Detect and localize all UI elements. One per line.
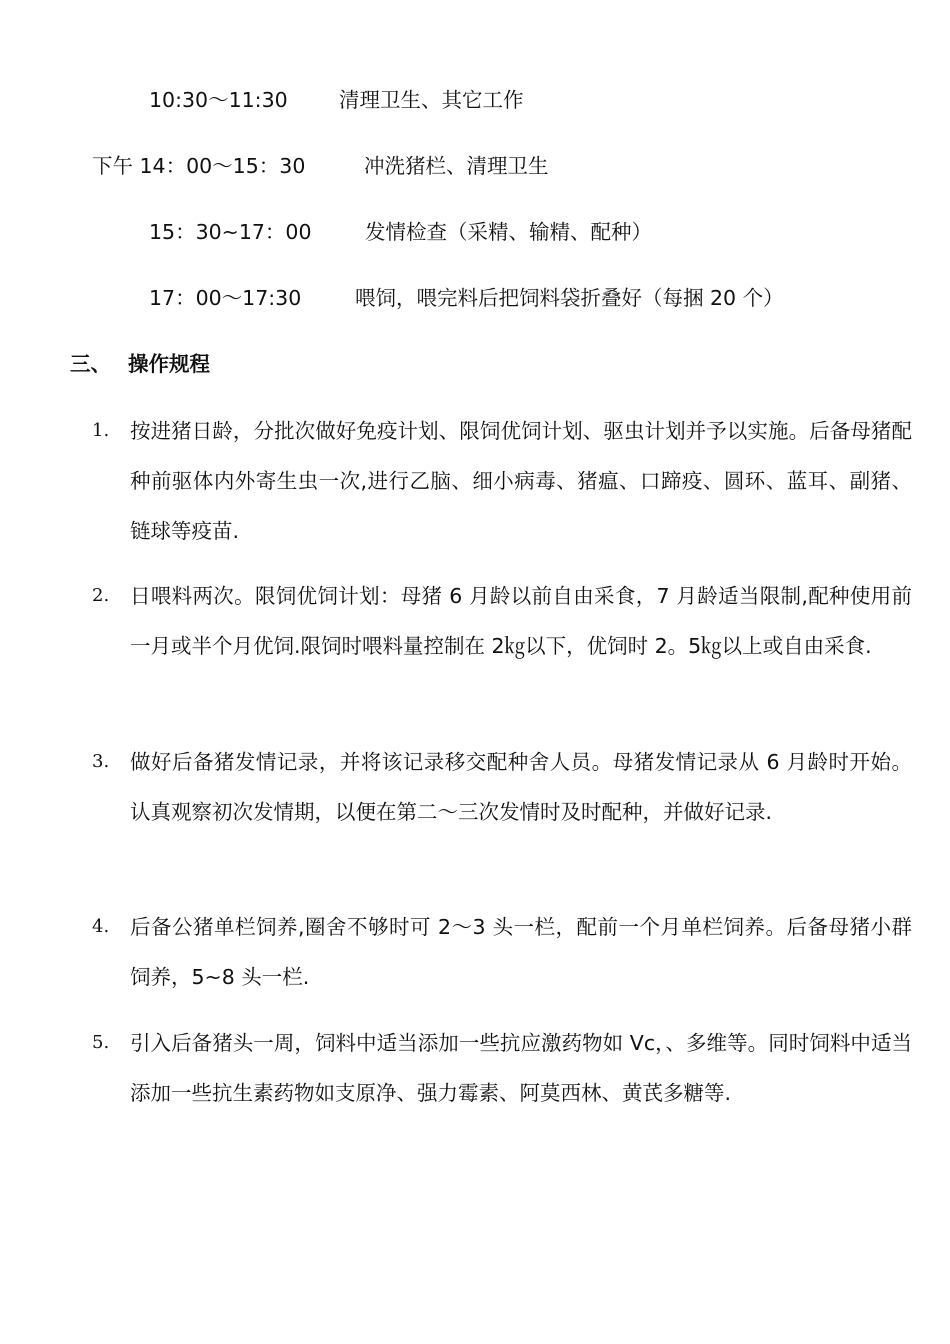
section-number: 三、 — [70, 352, 111, 376]
schedule-task: 发情检查（采精、输精、配种） — [365, 220, 652, 244]
list-item-text: 按进猪日龄，分批次做好免疫计划、限饲优饲计划、驱虫计划并予以实施。后备母猪配种前驱体内外寄生虫一次,进行乙脑、细小病毒、猪瘟、口蹄疫、圆环、蓝耳、副猪、链球等疫苗. — [130, 419, 912, 543]
list-item-number: 1. — [92, 420, 110, 441]
schedule-row — [149, 217, 652, 247]
list-item — [92, 902, 912, 1002]
schedule-row — [92, 151, 549, 181]
list-item — [92, 737, 912, 837]
schedule-time: 17：00～17:30 — [149, 286, 302, 310]
list-item-text: 日喂料两次。限饲优饲计划：母猪 6 月龄以前自由采食，7 月龄适当限制,配种使用前一月或半个月优饲.限饲时喂料量控制在 2㎏以下，优饲时 2。5㎏以上或自由采食. — [130, 584, 912, 658]
schedule-row — [149, 85, 524, 115]
section-heading — [70, 349, 210, 379]
list-item-number: 2. — [92, 585, 110, 606]
schedule-time: 下午 14：00～15：30 — [92, 154, 306, 178]
schedule-time: 15：30~17：00 — [149, 220, 312, 244]
list-item-text: 引入后备猪头一周，饲料中适当添加一些抗应激药物如 Vc，、多维等。同时饲料中适当添加一些抗生素药物如支原净、强力霉素、阿莫西林、黄芪多糖等. — [130, 1031, 912, 1105]
list-item — [92, 1018, 912, 1118]
schedule-time: 10:30～11:30 — [149, 88, 288, 112]
schedule-row — [149, 283, 784, 313]
section-title: 操作规程 — [128, 352, 210, 376]
list-item-text: 做好后备猪发情记录，并将该记录移交配种舍人员。母猪发情记录从 6 月龄时开始。认真观察初次发情期，以便在第二～三次发情时及时配种，并做好记录. — [130, 750, 912, 824]
list-item-number: 5. — [92, 1032, 110, 1053]
list-item-text: 后备公猪单栏饲养,圈舍不够时可 2～3 头一栏，配前一个月单栏饲养。后备母猪小群饲养，5~8 头一栏. — [130, 915, 912, 989]
schedule-task: 喂饲，喂完料后把饲料袋折叠好（每捆 20 个） — [355, 286, 784, 310]
schedule-task: 冲洗猪栏、清理卫生 — [364, 154, 549, 178]
list-item — [92, 406, 912, 556]
list-item — [92, 571, 912, 671]
schedule-task: 清理卫生、其它工作 — [339, 88, 524, 112]
list-item-number: 4. — [92, 916, 110, 937]
list-item-number: 3. — [92, 751, 110, 772]
